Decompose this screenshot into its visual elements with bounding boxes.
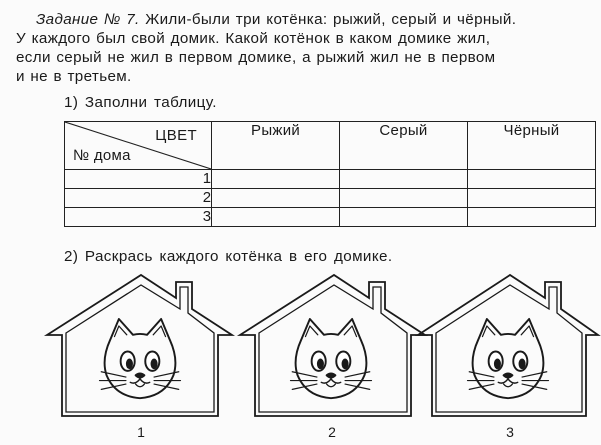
house-number-1: 1 [137,424,145,440]
house-number-2: 2 [328,424,336,440]
cat-face-icon[interactable] [468,319,549,398]
cat-face-icon[interactable] [291,319,372,398]
house-2 [240,275,425,416]
house-1 [47,275,232,416]
corner-label-color: ЦВЕТ [155,127,198,144]
task-label: Задание № 7. [36,11,140,28]
house-3 [418,275,598,416]
column-header-black: Чёрный [468,122,596,170]
row-label-house-1: 1 [65,170,212,189]
task-line-4: и не в третьем. [16,68,132,85]
step-2-instruction: 2) Раскрась каждого котёнка в его домике. [64,248,393,265]
row-label-house-3: 3 [65,208,212,227]
task-line-2: У каждого был свой домик. Какой котёнок в каком домике жил, [16,30,491,47]
house-outline-icon [418,275,598,416]
task-line-3: если серый не жил в первом домике, а рыжий жил не в первом [16,49,496,66]
step-1-instruction: 1) Заполни таблицу. [64,94,217,111]
task-text-1: Жили-были три котёнка: рыжий, серый и чёрный. [145,11,517,28]
corner-label-house-number: № дома [73,147,131,164]
house-number-3: 3 [506,424,514,440]
cat-face-icon[interactable] [100,319,181,398]
column-header-grey: Серый [340,122,468,170]
column-header-ginger: Рыжий [212,122,340,170]
house-outline-icon [240,275,425,416]
row-label-house-2: 2 [65,189,212,208]
house-outline-icon [47,275,232,416]
